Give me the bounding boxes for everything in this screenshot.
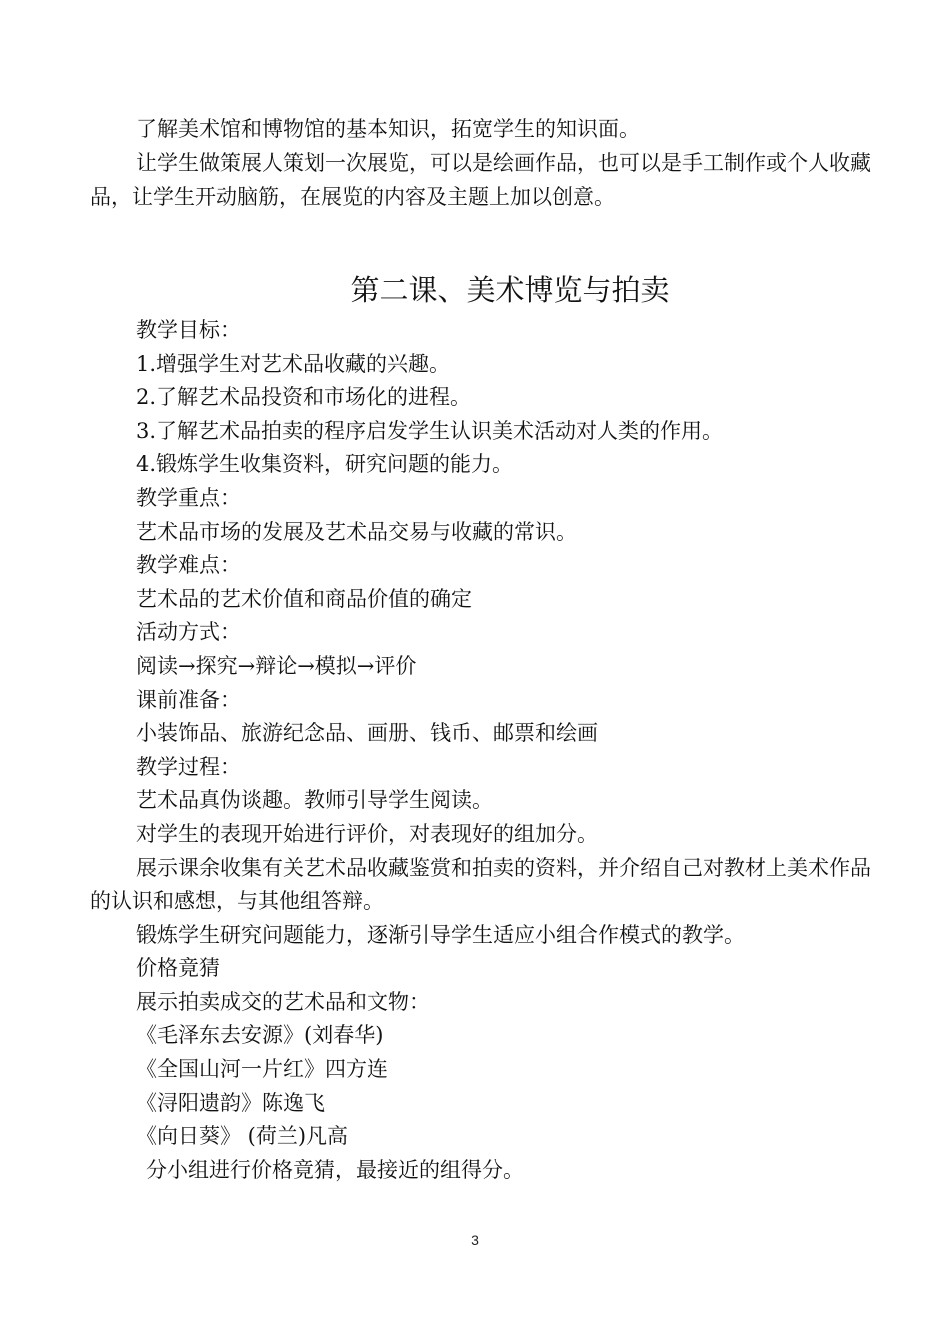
prep-heading: 课前准备：: [136, 687, 241, 712]
key-text: 艺术品市场的发展及艺术品交易与收藏的常识。: [136, 519, 577, 544]
process-step: 艺术品真伪谈趣。教师引导学生阅读。: [136, 788, 493, 813]
show-heading: 展示拍卖成交的艺术品和文物：: [136, 989, 430, 1014]
process-step: 展示课余收集有关艺术品收藏鉴赏和拍卖的资料，并介绍自己对教材上美术作品的认识和感想，与其他组答辩。: [90, 855, 871, 914]
key-heading: 教学重点：: [136, 485, 241, 510]
artwork-item: 《毛泽东去安源》(刘春华): [136, 1023, 384, 1048]
process-step: 对学生的表现开始进行评价，对表现好的组加分。: [136, 821, 598, 846]
guess-heading: 价格竟猜: [136, 956, 220, 981]
process-heading: 教学过程：: [136, 754, 241, 779]
artwork-item: 《向日葵》 (荷兰)凡高: [136, 1124, 349, 1149]
intro-paragraph-2: 让学生做策展人策划一次展览，可以是绘画作品，也可以是手工制作或个人收藏品，让学生开动脑筋，在展览的内容及主题上加以创意。: [90, 151, 871, 209]
difficulty-heading: 教学难点：: [136, 553, 241, 578]
lesson-body: [90, 314, 880, 1187]
lesson-title: 第二课、美术博览与拍卖: [350, 273, 670, 307]
prep-text: 小装饰品、旅游纪念品、画册、钱币、邮票和绘画: [136, 721, 598, 746]
activity-heading: 活动方式：: [136, 620, 241, 645]
closing-text: 分小组进行价格竟猜，最接近的组得分。: [146, 1157, 524, 1182]
goal-item: 3.了解艺术品拍卖的程序启发学生认识美术活动对人类的作用。: [136, 418, 724, 443]
activity-text: 阅读→探究→辩论→模拟→评价: [136, 653, 417, 678]
process-step: 锻炼学生研究问题能力，逐渐引导学生适应小组合作模式的教学。: [136, 922, 745, 947]
difficulty-text: 艺术品的艺术价值和商品价值的确定: [136, 586, 472, 611]
intro-section: [90, 112, 880, 214]
goal-item: 4.锻炼学生收集资料，研究问题的能力。: [136, 452, 514, 477]
artwork-item: 《浔阳遗韵》陈逸飞: [136, 1090, 325, 1115]
goals-heading: 教学目标：: [136, 318, 241, 342]
goal-item: 1.增强学生对艺术品收藏的兴趣。: [136, 351, 451, 376]
artwork-item: 《全国山河一片红》四方连: [136, 1057, 388, 1082]
page-number: 3: [471, 1232, 479, 1248]
intro-paragraph-1: 了解美术馆和博物馆的基本知识，拓宽学生的知识面。: [136, 117, 640, 141]
goal-item: 2.了解艺术品投资和市场化的进程。: [136, 385, 472, 410]
